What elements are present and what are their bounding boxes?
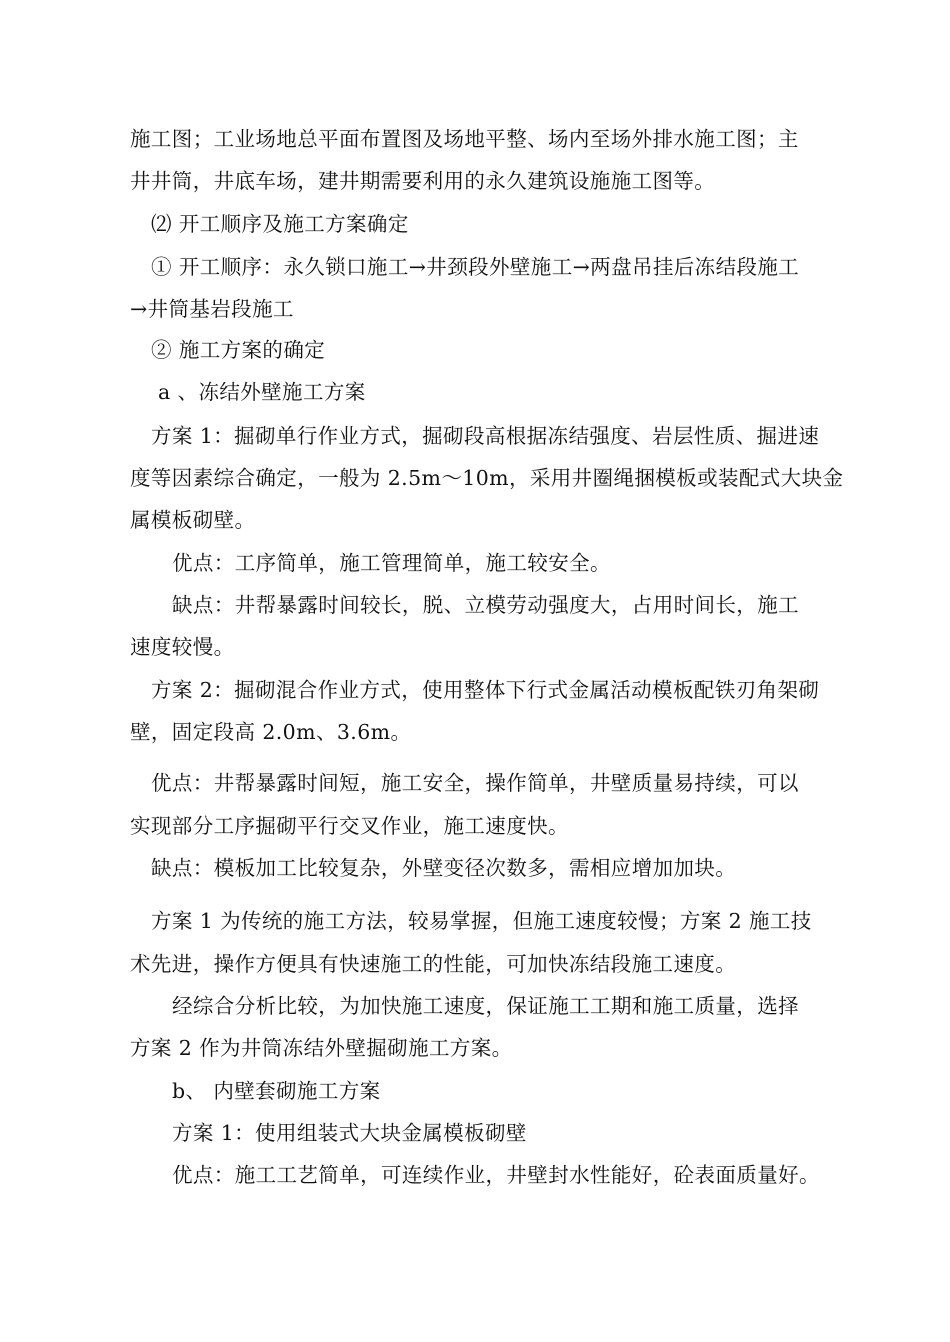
text-line: 经综合分析比较，为加快施工速度，保证施工工期和施工质量，选择: [172, 994, 799, 1018]
text-line: 方案 1：使用组装式大块金属模板砌壁: [172, 1121, 527, 1145]
text-line: b、 内壁套砌施工方案: [172, 1079, 381, 1103]
text-line: 缺点：井帮暴露时间较长，脱、立模劳动强度大，占用时间长，施工: [172, 593, 799, 617]
text-line: 方案 2 作为井筒冻结外壁掘砌施工方案。: [130, 1036, 513, 1060]
text-line: ② 施工方案的确定: [151, 338, 326, 362]
text-line: 速度较慢。: [130, 635, 235, 659]
text-line: ① 开工顺序：永久锁口施工→井颈段外壁施工→两盘吊挂后冻结段施工: [151, 255, 800, 279]
text-line: 井井筒，井底车场，建井期需要利用的永久建筑设施施工图等。: [130, 169, 716, 193]
text-line: 方案 1：掘砌单行作业方式，掘砌段高根据冻结强度、岩层性质、掘进速: [151, 424, 820, 448]
text-line: →井筒基岩段施工: [130, 297, 294, 321]
text-line: 度等因素综合确定，一般为 2.5m～10m，采用井圈绳捆模板或装配式大块金: [130, 466, 844, 490]
text-line: 术先进，操作方便具有快速施工的性能，可加快冻结段施工速度。: [130, 952, 737, 976]
text-line: a 、冻结外壁施工方案: [158, 380, 366, 404]
text-line: 方案 2：掘砌混合作业方式，使用整体下行式金属活动模板配铁刃角架砌: [151, 678, 820, 702]
text-line: 实现部分工序掘砌平行交叉作业，施工速度快。: [130, 814, 569, 838]
text-line: 优点：工序简单，施工管理简单，施工较安全。: [172, 551, 611, 575]
text-line: 缺点：模板加工比较复杂，外壁变径次数多，需相应增加加块。: [151, 856, 737, 880]
text-line: 优点：施工工艺简单，可连续作业，井壁封水性能好，砼表面质量好。: [172, 1163, 820, 1187]
text-line: 施工图；工业场地总平面布置图及场地平整、场内至场外排水施工图；主: [130, 127, 799, 151]
text-line: ⑵ 开工顺序及施工方案确定: [151, 212, 409, 236]
text-line: 属模板砌壁。: [130, 508, 256, 532]
text-line: 方案 1 为传统的施工方法，较易掌握，但施工速度较慢；方案 2 施工技: [151, 909, 812, 933]
text-line: 优点：井帮暴露时间短，施工安全，操作简单，井壁质量易持续，可以: [151, 771, 799, 795]
text-line: 壁，固定段高 2.0m、3.6m。: [130, 720, 412, 744]
